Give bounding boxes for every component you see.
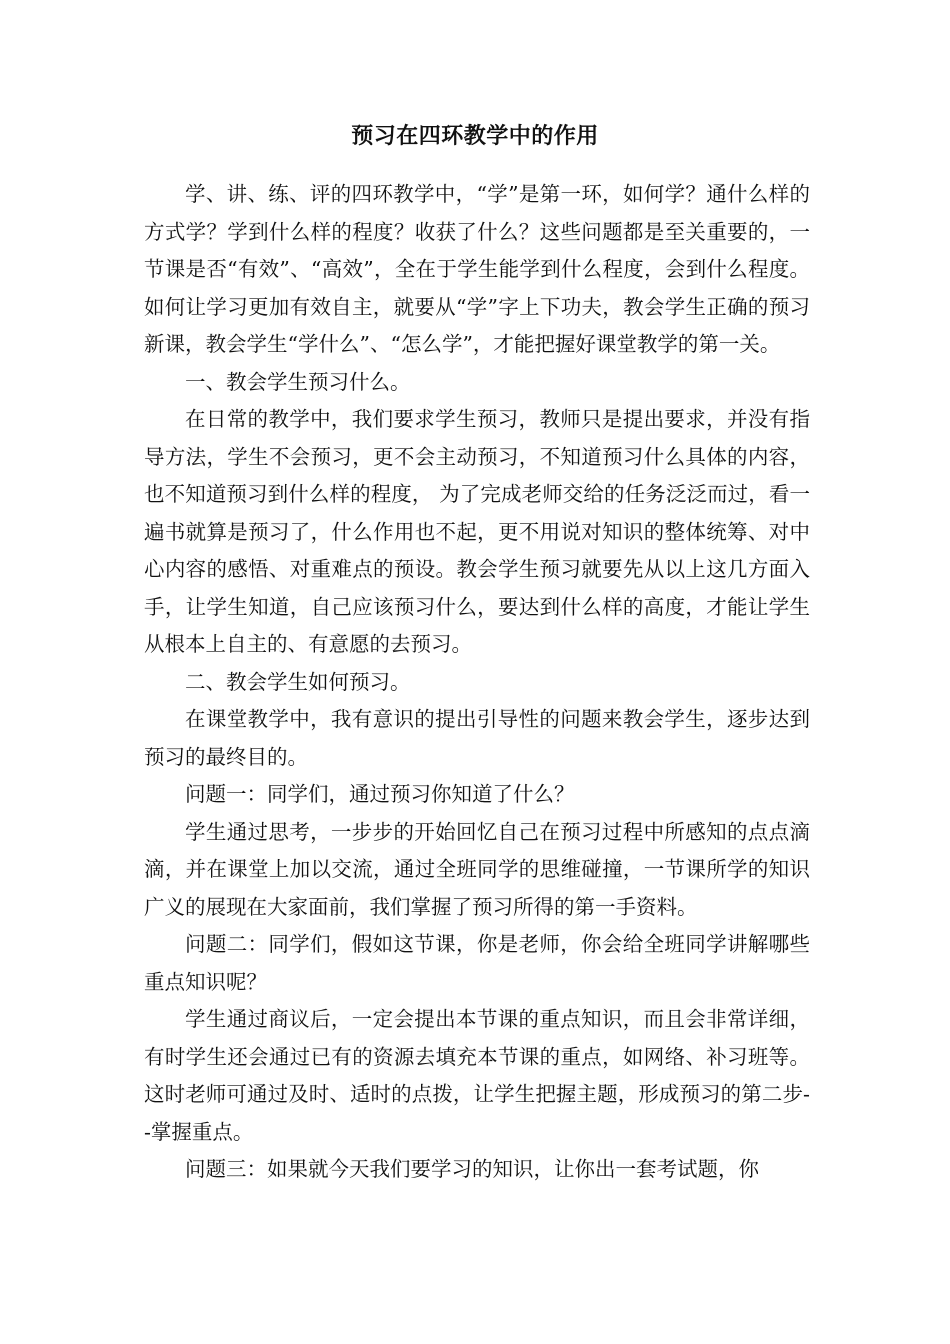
question-two: 问题二：同学们，假如这节课，你是老师，你会给全班同学讲解哪些重点知识呢？ [144,932,810,994]
section-heading-what-to-preview: 一、教会学生预习什么。 [185,369,411,394]
paragraph-intro: 学、讲、练、评的四环教学中，“学”是第一环，如何学？通什么样的方式学？学到什么样的程度？收获了什么？这些问题都是至关重要的，一节课是否“有效”、“高效”，全在于学生能学到什么程度，会到什么程度。如何让学习更加有效自主，就要从“学”字上下功夫，教会学生正确的预习新课，教会学生“学什么”、“怎么学”，才能把握好课堂教学的第一关。 [144,182,810,356]
paragraph-guiding-questions: 在课堂教学中，我有意识的提出引导性的问题来教会学生，逐步达到预习的最终目的。 [144,707,810,769]
document-body [144,176,810,1189]
paragraph-answer-two: 学生通过商议后，一定会提出本节课的重点知识，而且会非常详细，有时学生还会通过已有的资源去填充本节课的重点，如网络、补习班等。这时老师可通过及时、适时的点拨，让学生把握主题，形成预习的第二步--掌握重点。 [144,1007,810,1144]
document-title: 预习在四环教学中的作用 [351,123,599,149]
question-three: 问题三：如果就今天我们要学习的知识，让你出一套考试题，你 [185,1157,759,1181]
paragraph-what-to-preview: 在日常的教学中，我们要求学生预习，教师只是提出要求，并没有指导方法，学生不会预习，更不会主动预习，不知道预习什么具体的内容，也不知道预习到什么样的程度， 为了完成老师交给的任务泛泛而过，看一遍书就算是预习了，什么作用也不起，更不用说对知识的整体统筹、对中心内容的感悟、对重难点的预设。教会学生预习就要先从以上这几方面入手，让学生知道，自己应该预习什么，要达到什么样的高度，才能让学生从根本上自主的、有意愿的去预习。 [144,407,810,656]
question-one: 问题一：同学们，通过预习你知道了什么？ [185,782,575,806]
section-heading-how-to-preview: 二、教会学生如何预习。 [185,669,411,694]
paragraph-answer-one: 学生通过思考，一步步的开始回忆自己在预习过程中所感知的点点滴滴，并在课堂上加以交流，通过全班同学的思维碰撞，一节课所学的知识广义的展现在大家面前，我们掌握了预习所得的第一手资料。 [144,819,810,919]
